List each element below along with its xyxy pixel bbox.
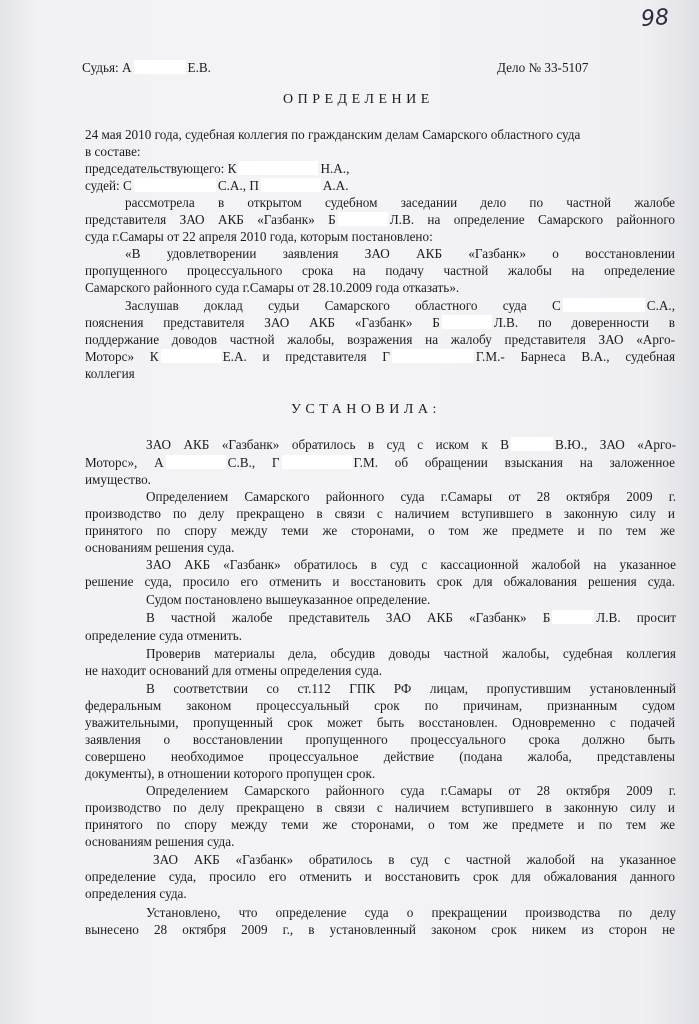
text-line: Моторс», А С.В., Г Г.М. об обращении взыскания на заложенное	[85, 455, 675, 470]
chair-line: председательствующего: К Н.А.,	[85, 161, 350, 176]
text-line: Проверив материалы дела, обсудив доводы частной жалобы, судебная коллегия	[146, 646, 676, 661]
text-line: ЗАО АКБ «Газбанк» обратилось в суд с частной жалобой на указанное	[153, 852, 676, 867]
text-line: поддержание доводов частной жалобы, возражения на жалобу представителя ЗАО «Арго-	[85, 332, 675, 347]
text-line: пропущенного процессуального срока на подачу частной жалобы на определение	[85, 263, 675, 278]
section-heading: УСТАНОВИЛА:	[291, 402, 441, 417]
text-line: не находит оснований для отмены определения суда.	[85, 663, 383, 678]
text-line: рассмотрела в открытом судебном заседании дело по частной жалобе	[125, 195, 675, 210]
text-line: В частной жалобе представитель ЗАО АКБ «Газбанк» Б Л.В. просит	[146, 610, 676, 625]
text-line: Моторс» К Е.А. и представителя Г Г.М.- Барнеса В.А., судебная	[85, 349, 676, 364]
text-line: заявления о восстановлении пропущенного процессуального срока должно быть	[85, 732, 675, 747]
redaction	[166, 455, 226, 469]
judges-line: судей: С С.А., П А.А.	[85, 178, 349, 193]
redaction	[134, 178, 216, 192]
redaction	[134, 60, 186, 74]
text-line: определение суда, просило его отменить и восстановить срок для обжалования данного	[85, 869, 675, 884]
case-number: Дело № 33-5107	[497, 60, 589, 75]
text-line: Самарского районного суда г.Самары от 28.10.2009 года отказать».	[85, 280, 460, 295]
text-line: основаниям решения суда.	[85, 540, 235, 555]
text-line: коллегия	[85, 366, 135, 381]
redaction	[238, 161, 318, 175]
redaction	[282, 455, 352, 469]
redaction	[552, 610, 594, 624]
text-line: В соответствии со ст.112 ГПК РФ лицам, пропустившим установленный	[146, 681, 676, 696]
text-line: Заслушав доклад судьи Самарского областного суда С С.А.,	[125, 298, 675, 313]
corner-handwritten-mark: 98	[640, 5, 670, 32]
text-line: «В удовлетворении заявления ЗАО АКБ «Газбанк» о восстановлении	[125, 246, 675, 261]
text-line: производство по делу прекращено в связи с наличием вступившего в законную силу и	[85, 800, 675, 815]
redaction	[442, 315, 492, 329]
text-line: совершено необходимое процессуальное действие (подана жалоба, представлены	[85, 749, 675, 764]
text-line: Судом постановлено вышеуказанное определение.	[146, 592, 431, 607]
text-line: определения суда.	[85, 886, 187, 901]
document-title: ОПРЕДЕЛЕНИЕ	[283, 92, 434, 107]
text-line: Определением Самарского районного суда г.Самары от 28 октября 2009 г.	[146, 783, 676, 798]
text-line: решение суда, просило его отменить и восстановить срок для обжалования решения суда.	[85, 574, 675, 589]
text-line: федеральным законом процессуальный срок по причинам, признанным судом	[85, 698, 675, 713]
redaction	[161, 349, 221, 363]
text-line: ЗАО АКБ «Газбанк» обратилось в суд с кассационной жалобой на указанное	[146, 557, 676, 572]
text-line: принятого по спору между теми же сторонами, о том же предмете и по тем же	[85, 523, 675, 538]
text-line: вынесено 28 октября 2009 г., в установленный законом срок никем из сторон не	[85, 922, 675, 937]
text-line: имущество.	[85, 472, 151, 487]
text-line: ЗАО АКБ «Газбанк» обратилось в суд с иском к В В.Ю., ЗАО «Арго-	[146, 437, 676, 452]
intro-line: в составе:	[85, 144, 141, 159]
text-line: пояснения представителя ЗАО АКБ «Газбанк» Б Л.В. по доверенности в	[85, 315, 675, 330]
text-line: уважительными, пропущенный срок может быть восстановлен. Одновременно с подачей	[85, 715, 675, 730]
redaction	[338, 212, 388, 226]
redaction	[261, 178, 321, 192]
judge-line: Судья: А Е.В.	[82, 60, 211, 75]
text-line: основаниям решения суда.	[85, 834, 235, 849]
text-line: Определением Самарского районного суда г.Самары от 28 октября 2009 г.	[146, 489, 676, 504]
redaction	[563, 298, 645, 312]
redaction	[511, 437, 553, 451]
redaction	[392, 349, 474, 363]
text-line: суда г.Самары от 22 апреля 2010 года, которым постановлено:	[85, 229, 433, 244]
text-line: представителя ЗАО АКБ «Газбанк» Б Л.В. на определение Самарского районного	[85, 212, 675, 227]
text-line: документы), в отношении которого пропущен срок.	[85, 766, 376, 781]
text-line: производство по делу прекращено в связи с наличием вступившего в законную силу и	[85, 506, 675, 521]
text-line: Установлено, что определение суда о прекращении производства по делу	[146, 905, 676, 920]
text-line: определение суда отменить.	[85, 628, 243, 643]
intro-line: 24 мая 2010 года, судебная коллегия по гражданским делам Самарского областного суда	[85, 127, 581, 142]
text-line: принятого по спору между теми же сторонами, о том же предмете и по тем же	[85, 817, 675, 832]
